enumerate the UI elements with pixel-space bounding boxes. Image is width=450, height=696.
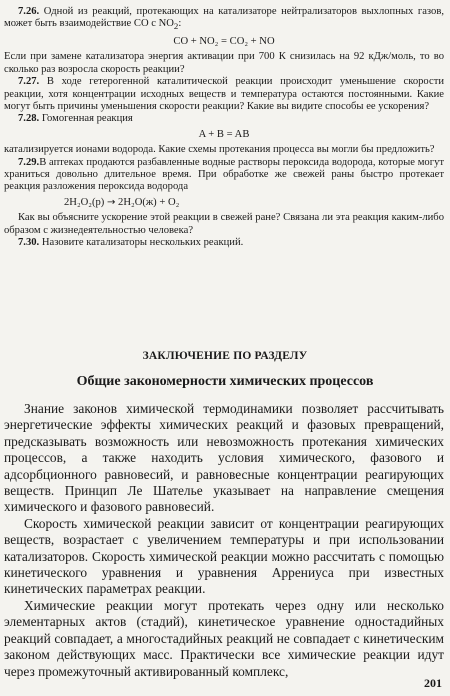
problem-text: В ходе гетерогенной каталитической реакции происходит уменьшение скорости реакции, хотя концентрации исходных веществ и температура остаются постоянными. Какие могут быть причины уменьшения скорости реакции? Какие вы видите способы ее ускорения? bbox=[4, 76, 444, 112]
body-paragraph: Знание законов химической термодинамики позволяет рассчитывать энергетические эффекты химических реакций и фазовых превращений, предсказывать возможность или невозможность протекания химических процессов, а также находить условия химического, фазового и адсорбционного равновесий, и равновесные концентрации реагирующих веществ. Принцип Ле Шателье указывает на направление смещения химического и фазового равновесий. bbox=[4, 401, 444, 515]
arrow-icon: → bbox=[107, 196, 116, 208]
problem-7-27 bbox=[4, 76, 444, 113]
problem-text: Если при замене катализатора энергия активации при 700 К снизилась на 92 кДж/моль, то во сколько раз возросла скорость реакции? bbox=[4, 51, 444, 75]
problem-text: Как вы объясните ускорение этой реакции в свежей ране? Связана ли эта реакция каким-либо образом с жизнедеятельностью человека? bbox=[4, 212, 444, 236]
problem-text: Назовите катализаторы нескольких реакций. bbox=[39, 237, 244, 249]
section-body bbox=[4, 401, 444, 680]
problem-text: катализируется ионами водорода. Какие схемы протекания процесса вы могли бы предложить? bbox=[4, 144, 435, 156]
problem-number: 7.30. bbox=[18, 237, 40, 249]
reaction-equation: 2H₂O₂(р) → 2H₂O(ж) + O₂ bbox=[64, 196, 180, 208]
problem-7-29 bbox=[4, 157, 444, 194]
problem-7-26: 7.26. Одной из реакций, протекающих на катализаторе нейтрализаторов выхлопных газов, может быть взаимодействие СО с $NO_2$: bbox=[4, 6, 444, 32]
problems-section bbox=[4, 6, 444, 249]
problem-number: 7.27. bbox=[18, 76, 40, 88]
body-paragraph: Скорость химической реакции зависит от концентрации реагирующих веществ, возрастает с увеличением температуры и при использовании катализаторов. Скорость химической реакции можно рассчитать с помощью кинетического уравнения и уравнения Аррениуса при известных кинетических параметрах реакции. bbox=[4, 515, 444, 597]
problem-7-28 bbox=[4, 113, 444, 125]
page-number: 201 bbox=[424, 676, 442, 690]
problem-7-30 bbox=[4, 237, 444, 249]
reaction-equation: A + B = AB bbox=[198, 128, 250, 140]
problem-number: 7.29. bbox=[18, 156, 40, 168]
problem-number: 7.28. bbox=[18, 113, 40, 125]
reaction-equation: CO + NO₂ = CO₂ + NO bbox=[173, 35, 275, 47]
problem-text: Гомогенная реакция bbox=[39, 113, 133, 125]
section-title: Общие закономерности химических процессов bbox=[76, 374, 374, 389]
problem-number: 7.26. bbox=[18, 6, 40, 17]
problem-text: В аптеках продаются разбавленные водные растворы пероксида водорода, которые могут храниться довольно длительное время. При обработке же свежей раны быстро протекает реакция разложения пероксида водорода bbox=[4, 156, 444, 193]
problem-text: Одной из реакций, протекающих на катализаторе нейтрализаторов выхлопных газов, может быть взаимодействие СО с NO bbox=[4, 6, 444, 30]
body-paragraph: Химические реакции могут протекать через одну или несколько элементарных актов (стадий), кинетическое уравнение одностадийных реакций совпадает, а многостадийных реакций не совпадает с кинетическим законом действующих масс. Практически все химические реакции идут через промежуточный активированный комплекс, bbox=[4, 597, 444, 679]
section-heading: ЗАКЛЮЧЕНИЕ ПО РАЗДЕЛУ bbox=[142, 350, 308, 362]
